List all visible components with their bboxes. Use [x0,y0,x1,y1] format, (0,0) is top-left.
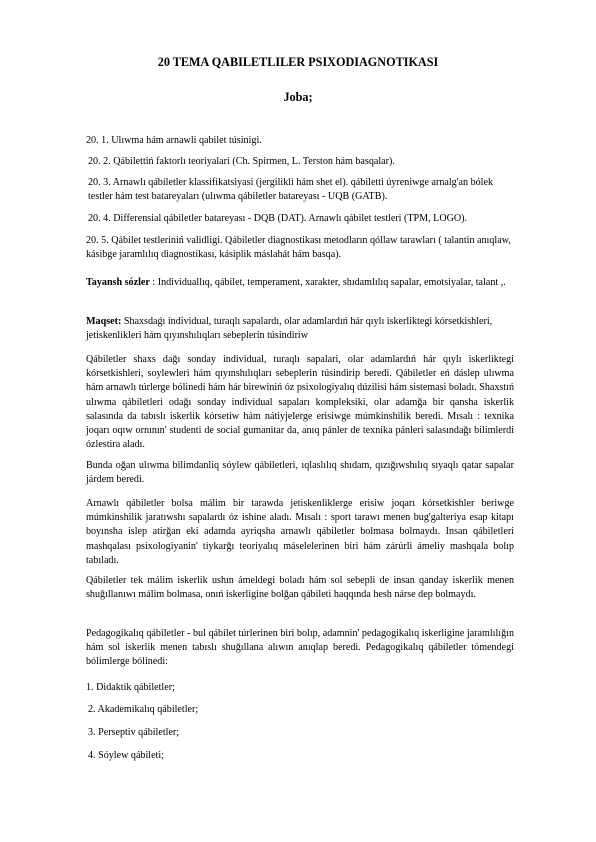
body-paragraph: Pedagogikalıq qábiletler - bul qábilet túrlerinen biri bolıp, adamnin' pedagogikalıq iskerligine jaramlılığın hám sol iskerlik menen tabıslı shuğıllana alıwın anıqlap beredi. Pedagogikalıq qábiletler tómendegi bólimlerge bólinedi: [86,628,514,668]
plan-item: 20. 1. Ulıwma hám arnawli qabilet túsinigi. [86,135,262,146]
goal-paragraph [86,315,514,343]
body-paragraph: Arnawlı qábiletler bolsa málim bir tarawda jetiskenliklerge erisiw joqarı kórsetkishler beriwge múmkinshilik jaratıwshı sapalardı óz ishine aladı. Mısalı : sport tarawı menen bug'galteriya esap kitapı boyınsha islep atirğan eki adamda ayriqsha arnawlı qábiletler bolmasa bolmaydı. Insan qábiletleri mashqalası psixologiyanin' tiykarğı teoriyalıq máselelerinen biri hám zárúrli ámeliy mashqala bolıp tabıladı. [86,498,514,566]
document-title: 20 TEMA QABILETLILER PSIXODIAGNOTIKASI [157,55,439,69]
keywords-paragraph [86,276,514,290]
plan-item: 20. 5. Qábilet testleriniń validligi. Qábiletler diagnostikası metodların qóllaw tarawları ( talantin anıqlaw, kásibge jaramlılıq diagnostikası, kásiplik máslahát hám basqa). [86,235,511,261]
goal-text: Shaxsdaǵı individual, turaqlı sapalardı, olar adamlardıń hár qıylı iskerliktegi kórsetkishleri, jetiskenlikleri hám qıyınshılıqları sebeplerin túsindiriw [86,316,493,342]
keywords-text: : Individuallıq, qábilet, temperament, xarakter, shıdamlılıq sapalar, emotsiyalar, talant ,. [149,277,506,288]
body-paragraph: Qábiletler shaxs dağı sonday individual, turaqlı sapalari, olar adamlardıń hár qıylı iskerliktegi kórsetkishleri, soylewleri hám qıyınshılıqları sebeplerin túsindirip beredi. Qábiletler eń dáslep ulıwma hám arnawlı túrlerge bólinedi hám hár birewiniń óz psixologiyalıq dúzilisi hám sistemasi boladı. Shaxstıń ulıwma qábiletleri odağı sonday individual sapaları kompleksiki, olar adamğa bir qansha iskerlik salasında da tabıslı iskerlik kórsetiw hám nátiyjelerge erisiwge múmkinshilik beredi. Mısalı : texnika joqarı oqıw ornının' studenti de social gumanitar da, anıq pánler de texnika pánleri salasındağı bilimlerdi ózlestira aladı. [86,354,514,451]
goal-label: Maqset: [86,316,122,327]
keywords-label: Tayansh sózler [86,277,150,288]
plan-heading: Joba; [283,90,313,104]
list-item: 4. Sóylew qábileti; [88,750,164,761]
plan-item: 20. 3. Arnawlı qábiletler klassifikatsiyasi (jergilikli hám shet el). qábiletti úyreniwge arnalg'an bólek testler hám test batareyaları (ulıwma qábiletler batareyası - UQB (GATB). [88,177,493,203]
plan-item: 20. 2. Qábilettiń faktorlı teoriyalari (Ch. Spirmen, L. Terston hám basqalar). [88,156,395,167]
plan-item: 20. 4. Differensial qábiletler batareyası - DQB (DAT). Arnawlı qábilet testleri (TPM, LOGO). [88,213,468,224]
list-item: 3. Perseptiv qábiletler; [88,727,180,738]
body-paragraph: Bunda oğan ulıwma bilimdanliq sóylew qábiletleri, ıqlaslılıq shıdam, qızığıwshılıq sıyaqlı qatar sapalar járdem beredi. [86,460,514,486]
body-paragraph: Qábiletler tek málim iskerlik ushın ámeldegi boladı hám sol sebepli de insan qanday iskerlik menen shuğıllanıwı málim bolmasa, onıń iskerligine bolğan qábileti haqqında hesh nárse dep bolmaydı. [86,575,514,601]
list-item: 1. Didaktik qábiletler; [86,682,175,693]
list-item: 2. Akademikalıq qábiletler; [88,704,199,715]
